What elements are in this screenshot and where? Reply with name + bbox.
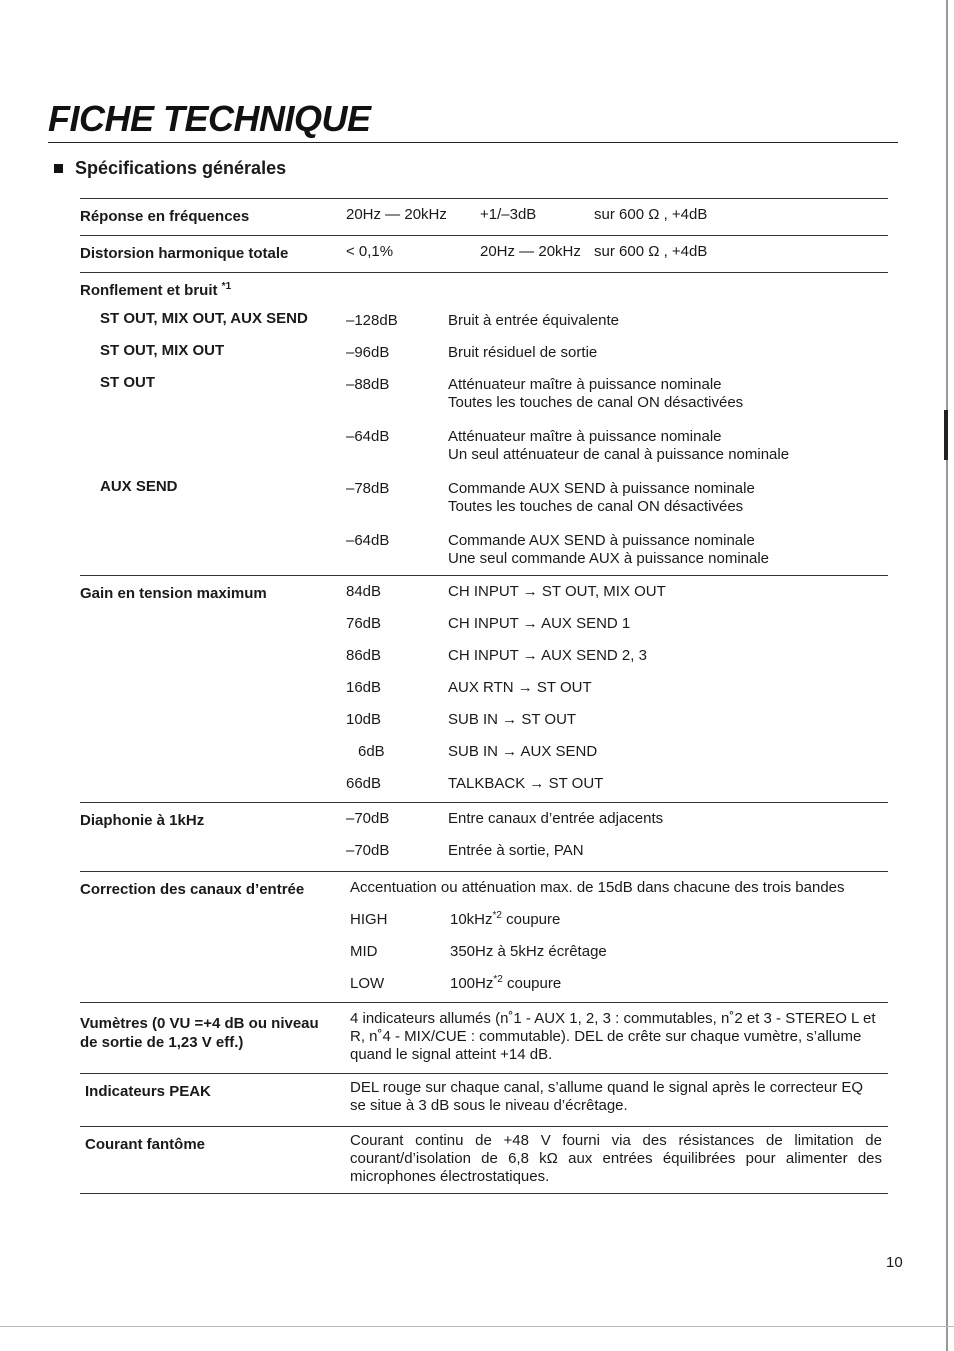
footnote-marker: *1 [221,281,232,292]
spec-crosstalk [80,802,888,871]
noise-row [80,374,888,426]
noise-row [80,342,888,374]
spec-label: Courant fantôme [85,1136,205,1153]
noise-value: –64dB [346,532,390,549]
footnote-marker: *2 [492,910,502,921]
footnote-marker: *2 [493,974,503,985]
section-heading-text: Spécifications générales [75,158,287,178]
gain-desc: SUB IN → AUX SEND [448,743,598,760]
gain-value: 86dB [346,647,382,664]
eq-intro: Accentuation ou atténuation max. de 15dB dans chacune des trois bandes [350,879,845,896]
noise-desc: Une seul commande AUX à puissance nominale [448,550,770,567]
gain-desc: CH INPUT → AUX SEND 2, 3 [448,647,647,664]
gain-desc: SUB IN → ST OUT [448,711,577,728]
eq-band: HIGH [350,911,388,928]
scan-edge-mark [944,410,948,460]
noise-desc: Bruit résiduel de sortie [448,344,598,361]
title-rule [48,142,898,143]
crosstalk-row [80,808,888,840]
spec-label: Vumètres (0 VU =+4 dB ou niveau de sortie de 1,23 V eff.) [80,1015,319,1051]
eq-band-desc: 100Hz$^{*2}$ coupure [450,974,562,992]
meters-text: 4 indicateurs allumés (n˚1 - AUX 1, 2, 3 : commutables, n˚2 et 3 - STEREO L et R, n˚4 - MIX/CUE : commutable). DEL de crête sur chaque vumètre, s’allume quand le signal atteint +14 dB. [350,1010,876,1063]
gain-row [80,773,888,799]
gain-row [80,741,888,773]
spec-range: 20Hz — 20kHz [480,243,581,260]
gain-value: 76dB [346,615,382,632]
noise-desc: Un seul atténuateur de canal à puissance nominale [448,446,790,463]
spec-phantom [80,1126,888,1194]
eq-band-row [80,973,888,999]
spec-frequency-response [80,198,888,235]
eq-band-row [80,909,888,941]
eq-band-desc: 10kHz$^{*2}$ coupure [450,910,561,928]
page-number: 10 [886,1254,903,1271]
spec-table [80,198,888,1194]
noise-desc: Toutes les touches de canal ON désactivées [448,394,744,411]
noise-sublabel: ST OUT, MIX OUT [100,342,225,359]
gain-value: 6dB [358,743,385,760]
spec-value: 20Hz — 20kHz [346,206,447,223]
spec-tolerance: +1/–3dB [480,206,537,223]
eq-band-desc: 350Hz à 5kHz écrêtage [450,943,607,960]
spec-meters [80,1002,888,1073]
spec-label: Réponse en fréquences [80,208,250,225]
spec-label: Diaphonie à 1kHz [80,812,205,829]
noise-value: –88dB [346,376,390,393]
spec-label: Ronflement et bruit $^{*1}$ [80,281,232,299]
noise-desc: Bruit à entrée équivalente [448,312,619,329]
gain-value: 66dB [346,775,382,792]
crosstalk-value: –70dB [346,810,390,827]
noise-sublabel: ST OUT, MIX OUT, AUX SEND [100,310,308,327]
spec-max-voltage-gain [80,575,888,802]
spec-condition: sur 600 Ω , +4dB [594,206,708,223]
noise-desc: Atténuateur maître à puissance nominale [448,376,722,393]
eq-band: MID [350,943,378,960]
noise-desc: Commande AUX SEND à puissance nominale [448,532,755,549]
gain-value: 16dB [346,679,382,696]
gain-desc: TALKBACK → ST OUT [448,775,604,792]
crosstalk-row [80,840,888,868]
spec-hum-noise [80,272,888,575]
scan-bottom-line [0,1326,954,1327]
peak-text: DEL rouge sur chaque canal, s’allume quand le signal après le correcteur EQ se situe à 3 dB sous le niveau d’écrêtage. [350,1079,864,1114]
gain-row [80,709,888,741]
page-title: FICHE TECHNIQUE [48,98,371,139]
noise-desc: Commande AUX SEND à puissance nominale [448,480,755,497]
noise-row [80,310,888,342]
spec-label: Distorsion harmonique totale [80,245,289,262]
spec-value: < 0,1% [346,243,394,260]
scan-edge-line [946,0,948,1351]
gain-value: 10dB [346,711,382,728]
crosstalk-desc: Entre canaux d’entrée adjacents [448,810,664,827]
noise-desc: Toutes les touches de canal ON désactivées [448,498,744,515]
noise-desc: Atténuateur maître à puissance nominale [448,428,722,445]
gain-row [80,613,888,645]
gain-row [80,645,888,677]
gain-desc: AUX RTN → ST OUT [448,679,592,696]
spec-peak [80,1073,888,1126]
spec-label: Correction des canaux d’entrée [80,881,305,898]
spec-thd [80,235,888,272]
noise-value: –128dB [346,312,398,329]
spec-label: Indicateurs PEAK [85,1083,211,1100]
noise-sublabel: ST OUT [100,374,155,391]
crosstalk-desc: Entrée à sortie, PAN [448,842,584,859]
square-bullet-icon [54,164,63,173]
noise-value: –64dB [346,428,390,445]
gain-desc: CH INPUT → AUX SEND 1 [448,615,631,632]
crosstalk-value: –70dB [346,842,390,859]
noise-value: –96dB [346,344,390,361]
noise-sublabel: AUX SEND [100,478,178,495]
section-heading [54,158,286,179]
eq-band-row [80,941,888,973]
noise-value: –78dB [346,480,390,497]
eq-band: LOW [350,975,385,992]
gain-row [80,677,888,709]
spec-label: Gain en tension maximum [80,585,267,602]
gain-row [80,581,888,613]
gain-value: 84dB [346,583,382,600]
noise-row [80,530,888,572]
spec-condition: sur 600 Ω , +4dB [594,243,708,260]
gain-desc: CH INPUT → ST OUT, MIX OUT [448,583,666,600]
noise-row [80,426,888,478]
spec-eq [80,871,888,1002]
phantom-text: Courant continu de +48 V fourni via des résistances de limitation de courant/d’isolation de 6,8 kΩ aux entrées équilibrées pour alimenter des microphones électrostatiques. [350,1132,882,1185]
noise-row [80,478,888,530]
